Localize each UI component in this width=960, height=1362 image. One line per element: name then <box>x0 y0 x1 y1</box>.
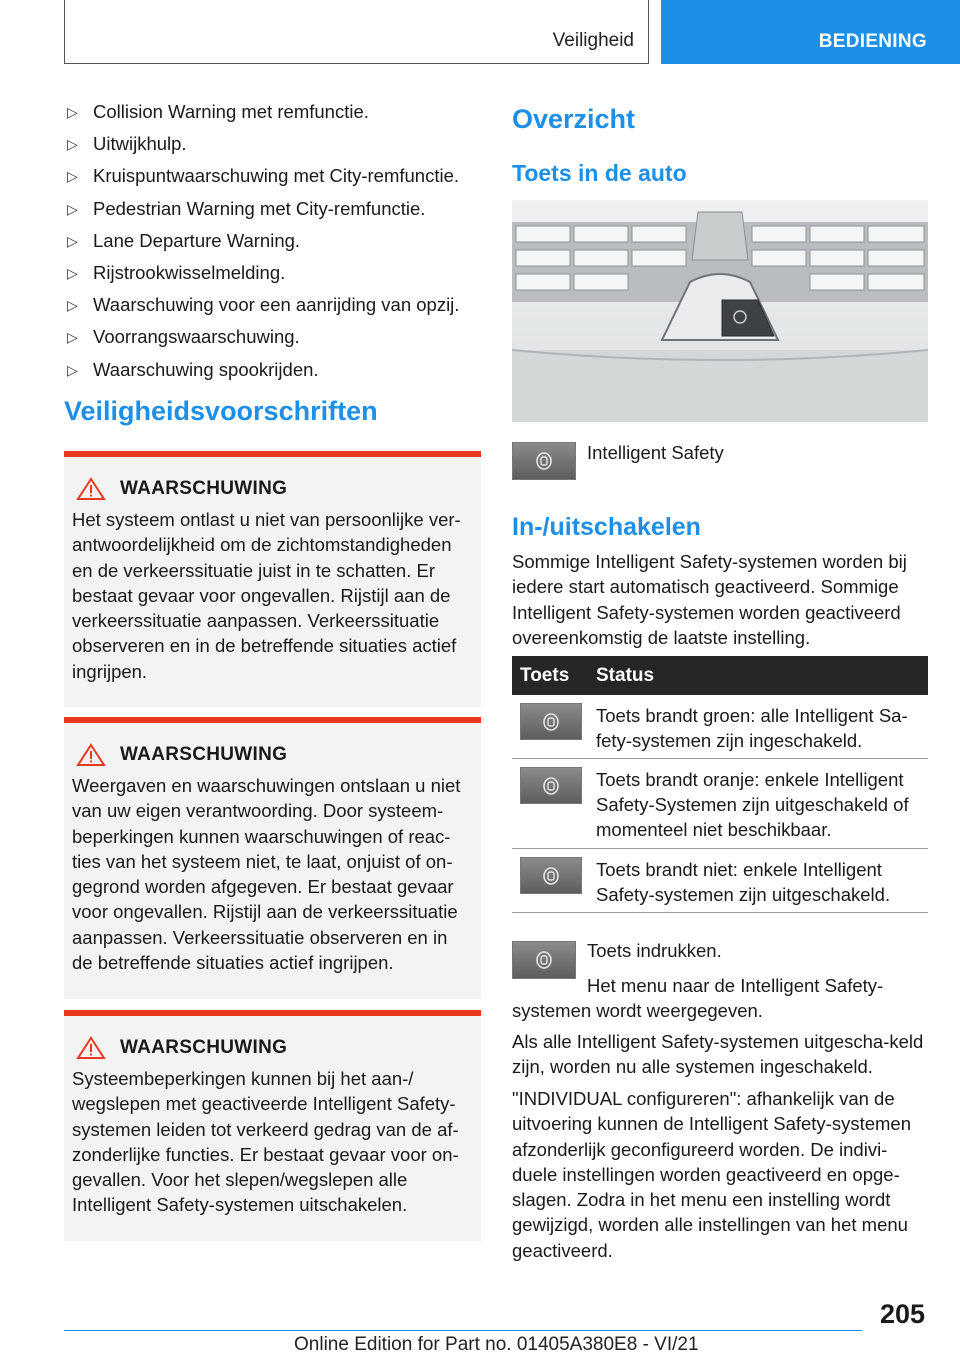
button-icon <box>520 703 582 740</box>
left-column <box>64 100 481 1216</box>
table-row <box>512 759 928 849</box>
feature-list <box>64 100 481 382</box>
paragraph: Als alle Intelligent Safety-systemen uitgescha-keld zijn, worden nu alle systemen ingeschakeld. <box>512 1031 924 1078</box>
car-shield-icon <box>540 712 562 732</box>
list-item: ▷ Kruispuntwaarschuwing met City-remfunctie. <box>67 165 460 187</box>
edition-text: Online Edition for Part no. 01405A380E8 - VI/21 <box>294 1334 699 1355</box>
safety-heading: Veiligheidsvoorschriften <box>64 396 378 426</box>
status-text: Toets brandt niet: enkele Intelligent Safety-systemen zijn uitgeschakeld. <box>596 859 891 905</box>
warning-text: Het systeem ontlast u niet van persoonlijke ver-antwoordelijkheid om de zichtomstandigheden en de verkeerssituatie juist in te schatten. Er bestaat gevaar voor ongevallen. Rijstijl aan de verkeerssituatie aanpassen. Verkeerssituatie observeren en in de betreffende situaties actief ingrijpen. <box>72 509 461 682</box>
paragraph: "INDIVIDUAL configureren": afhankelijk van de uitvoering kunnen de Intelligent Safety-systemen afzonderlijk geconfigureerd worden. De indivi-duele instellingen worden geactiveerd en opge-slagen. Zodra in het menu een instelling wordt gewijzigd, worden alle instellingen van het menu geactiveerd. <box>512 1088 912 1261</box>
triangle-bullet-icon: ▷ <box>67 264 78 281</box>
list-item: ▷ Uitwijkhulp. <box>67 133 187 155</box>
warning-box <box>64 1010 481 1241</box>
triangle-bullet-icon: ▷ <box>67 200 78 217</box>
header-section-box <box>64 0 649 64</box>
car-grille-illustration <box>512 200 928 422</box>
triangle-bullet-icon: ▷ <box>67 136 78 153</box>
warning-triangle-icon <box>76 1036 106 1060</box>
onoff-heading: In-/uitschakelen <box>512 513 701 541</box>
triangle-bullet-icon: ▷ <box>67 104 78 120</box>
intelligent-safety-button-icon <box>512 442 576 480</box>
triangle-bullet-icon: ▷ <box>67 297 78 314</box>
triangle-bullet-icon: ▷ <box>67 329 78 346</box>
press-result: Het menu naar de Intelligent Safety-systemen wordt weergegeven. <box>512 975 884 1022</box>
page-number: 205 <box>880 1299 926 1329</box>
triangle-bullet-icon: ▷ <box>67 168 78 185</box>
warning-box <box>64 717 481 999</box>
press-step: Toets indrukken. <box>587 940 722 961</box>
car-shield-icon <box>533 451 555 471</box>
list-item: ▷ Lane Departure Warning. <box>67 229 301 251</box>
warning-triangle-icon <box>76 477 106 501</box>
list-item: ▷ Collision Warning met remfunctie. <box>67 101 369 122</box>
chapter-tab-label: BEDIENING <box>818 31 927 52</box>
car-grille-photo <box>512 200 928 422</box>
table-header-cell: Status <box>596 664 655 686</box>
status-text: Toets brandt oranje: enkele Intelligent Safety-Systemen zijn uitgeschakeld of momenteel niet beschikbaar. <box>596 769 909 840</box>
status-text: Toets brandt groen: alle Intelligent Sa-fety-systemen zijn ingeschakeld. <box>596 705 908 751</box>
overview-heading: Overzicht <box>512 104 636 134</box>
button-caption: Intelligent Safety <box>587 442 724 463</box>
warning-title: WAARSCHUWING <box>120 1037 288 1058</box>
car-shield-icon <box>540 866 562 886</box>
warning-title: WAARSCHUWING <box>120 744 288 765</box>
warning-text: Weergaven en waarschuwingen ontslaan u niet van uw eigen verantwoording. Door systeem-beperkingen kunnen waarschuwingen of reac-ties van het systeem niet, te laat, onjuist of on-gegrond worden afgegeven. Er bestaat gevaar voor ongevallen. Rijstijl aan de verkeerssituatie aanpassen. Verkeerssituatie observeren en in de betreffende situaties actief ingrijpen. <box>72 775 461 974</box>
table-header <box>512 656 928 695</box>
button-icon <box>520 767 582 804</box>
triangle-bullet-icon: ▷ <box>67 361 78 378</box>
onoff-text: Sommige Intelligent Safety-systemen worden bij iedere start automatisch geactiveerd. Sommige Intelligent Safety-systemen worden geactiveerd overeenkomstig de laatste instelling. <box>512 551 907 648</box>
section-title: Veiligheid <box>552 30 634 51</box>
table-row <box>512 695 928 759</box>
status-table <box>512 656 928 913</box>
warning-box <box>64 451 481 707</box>
list-item: ▷ Pedestrian Warning met City-remfunctie. <box>67 197 426 219</box>
warning-title: WAARSCHUWING <box>120 478 288 499</box>
list-item: ▷ Waarschuwing voor een aanrijding van opzij. <box>67 294 460 316</box>
list-item: ▷ Voorrangswaarschuwing. <box>67 326 300 348</box>
triangle-bullet-icon: ▷ <box>67 232 78 249</box>
car-shield-icon <box>533 950 555 970</box>
button-icon <box>520 857 582 894</box>
footer-divider <box>64 1330 862 1331</box>
chapter-tab[interactable] <box>661 0 960 64</box>
button-heading: Toets in de auto <box>512 160 687 186</box>
list-item: ▷ Waarschuwing spookrijden. <box>67 358 319 380</box>
warning-triangle-icon <box>76 743 106 767</box>
table-row <box>512 849 928 913</box>
table-header-cell: Toets <box>520 664 570 686</box>
list-item: ▷ Rijstrookwisselmelding. <box>67 261 286 283</box>
warning-text: Systeembeperkingen kunnen bij het aan-/ wegslepen met geactiveerde Intelligent Safety-systemen leiden tot verkeerd gedrag van de af-zonderlijke functies. Er bestaat gevaar voor on-gevallen. Voor het slepen/wegslepen alle Intelligent Safety-systemen uitschakelen. <box>72 1068 459 1216</box>
car-shield-icon <box>540 776 562 796</box>
